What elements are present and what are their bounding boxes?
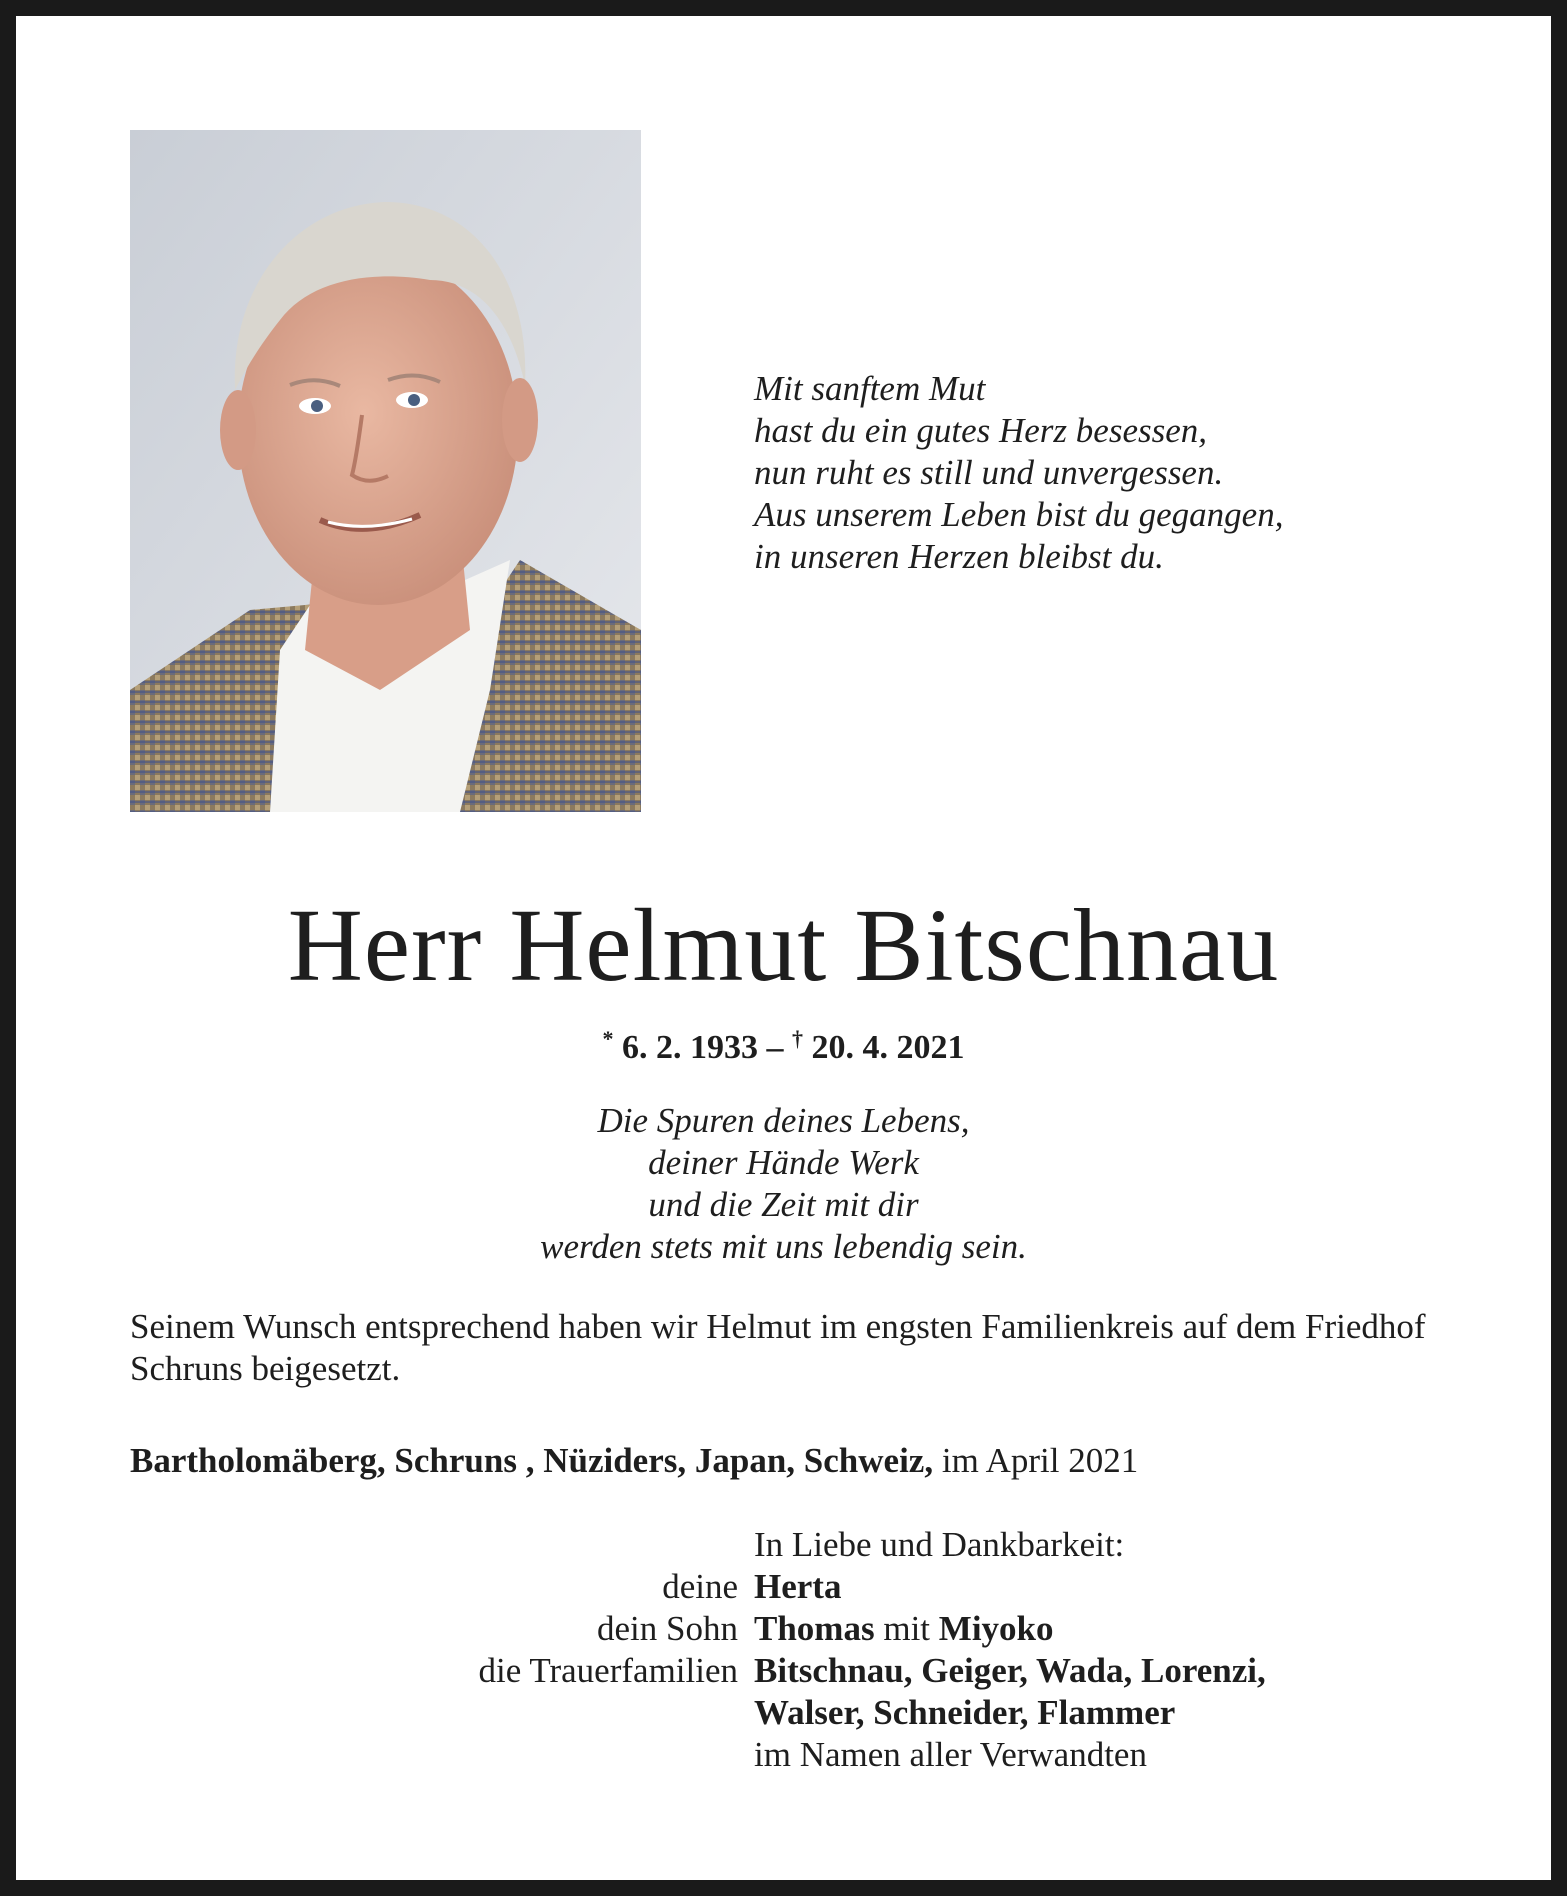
burial-announcement: Seinem Wunsch entsprechend haben wir Helmut im engsten Familienkreis auf dem Friedhof Schruns beigesetzt. [130,1307,1426,1388]
mourner-name-bold: Walser, Schneider, Flammer [754,1693,1176,1732]
verse-line: und die Zeit mit dir [648,1185,919,1224]
death-symbol: † [792,1026,803,1051]
mourner-row [16,1734,1551,1776]
birth-symbol: * [602,1026,614,1051]
mourner-relation: die Trauerfamilien [478,1651,738,1690]
mourner-relation: deine [662,1567,738,1606]
mourner-name [754,1650,1266,1692]
mourner-name [754,1608,1054,1650]
memorial-verse [16,1100,1551,1268]
poem-line: Mit sanftem Mut [754,369,986,408]
mourner-name-bold: Thomas [754,1609,875,1648]
mourner-relation: dein Sohn [597,1609,738,1648]
poem-line: nun ruht es still und unvergessen. [754,453,1224,492]
mourner-connector: mit [874,1609,939,1648]
mourner-name [754,1692,1175,1734]
places-date: im April 2021 [933,1441,1139,1480]
verse-line: Die Spuren deines Lebens, [597,1101,970,1140]
places-line [130,1440,1138,1482]
mourner-row [16,1608,1551,1650]
mourner-note: im Namen aller Verwandten [754,1735,1147,1774]
mourner-name-bold: Bitschnau, Geiger, Wada, Lorenzi, [754,1651,1266,1690]
portrait-photo [130,130,641,812]
mourner-name [754,1566,841,1608]
verse-line: deiner Hände Werk [648,1143,919,1182]
date-separator: – [758,1029,792,1066]
life-dates [16,1019,1551,1068]
mourner-row [16,1692,1551,1734]
death-date: 20. 4. 2021 [811,1029,965,1066]
poem-line: in unseren Herzen bleibst du. [754,537,1164,576]
deceased-name: Herr Helmut Bitschnau [287,888,1280,1003]
mourner-row [16,1566,1551,1608]
mourner-partner: Miyoko [938,1609,1054,1648]
mourner-row [16,1650,1551,1692]
mourners-list [16,1566,1551,1776]
places-names: Bartholomäberg, Schruns , Nüziders, Japan, Schweiz, [130,1441,934,1480]
obituary-card [16,16,1551,1880]
closing-phrase: In Liebe und Dankbarkeit: [754,1525,1125,1564]
mourner-name-bold: Herta [754,1567,842,1606]
poem-line: Aus unserem Leben bist du gegangen, [754,495,1284,534]
verse-line: werden stets mit uns lebendig sein. [540,1227,1027,1266]
birth-date: 6. 2. 1933 [622,1029,758,1066]
poem-line: hast du ein gutes Herz besessen, [754,411,1208,450]
top-poem [754,368,1283,578]
